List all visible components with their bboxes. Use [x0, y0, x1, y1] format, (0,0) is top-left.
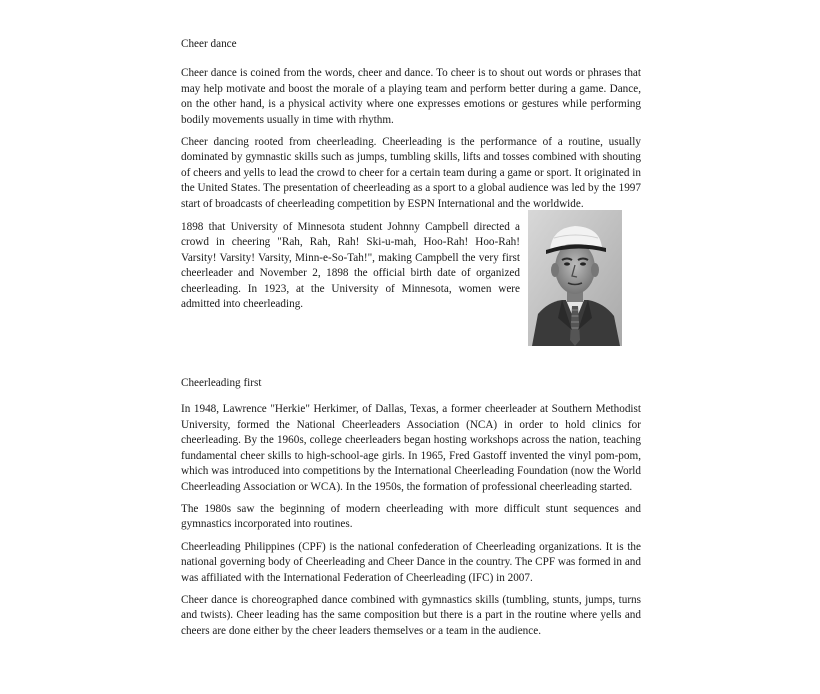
portrait-illustration-icon: [528, 210, 622, 346]
paragraph-cheer-dance-definition: Cheer dance is coined from the words, cheer and dance. To cheer is to shout out words or phrases that may help motivate and boost the morale of a playing team and perform better during a game. Dance, on the other hand, is a physical activity where one expresses emotions or gestures while performing bodily movements usually in time with rhythm.: [181, 67, 641, 126]
section-heading-cheerleading-first: Cheerleading first: [181, 377, 262, 390]
portrait-photo: [528, 210, 622, 346]
paragraph-cheerleading-roots: Cheer dancing rooted from cheerleading. Cheerleading is the performance of a routine, usually dominated by gymnastic skills such as jumps, tumbling skills, lifts and tosses combined with shouting of cheers and yells to lead the crowd to cheer for a certain team during a game or sport. It originated in the United States. The presentation of cheerleading as a sport to a global audience was led by the 1997 start of broadcasts of cheerleading competition by ESPN International and the worldwide.: [181, 136, 641, 210]
paragraph-johnny-campbell: 1898 that University of Minnesota student Johnny Campbell directed a crowd in cheering "Rah, Rah, Rah! Ski-u-mah, Hoo-Rah! Hoo-Rah! Varsity! Varsity! Varsity, Minn-e-So-Tah!", making Campbell the very first cheerleader and November 2, 1898 the official birth date of organized cheerleading. In 1923, at the University of Minnesota, women were admitted into cheerleading.: [181, 221, 520, 311]
paragraph-cheer-dance-choreography: Cheer dance is choreographed dance combined with gymnastics skills (tumbling, stunts, jumps, turns and twists). Cheer leading has the same composition but there is a part in the routine where yells and cheers are done either by the cheer leaders themselves or a team in the audience.: [181, 593, 641, 637]
paragraph-herkimer-nca: In 1948, Lawrence "Herkie" Herkimer, of Dallas, Texas, a former cheerleader at Southern Methodist University, formed the National Cheerleaders Association (NCA) in order to hold clinics for cheerleading. By the 1960s, college cheerleaders began hosting workshops across the nation, teaching fundamental cheer skills to high-school-age girls. In 1965, Fred Gastoff invented the vinyl pom-pom, which was introduced into competitions by the International Cheerleading Foundation (now the World Cheerleading Association or WCA). In the 1950s, the formation of professional cheerleading started.: [181, 403, 641, 493]
paragraph-1980s: The 1980s saw the beginning of modern cheerleading with more difficult stunt sequences and gymnastics incorporated into routines.: [181, 502, 641, 531]
photo-paragraph-block: [181, 220, 641, 356]
section-heading-cheer-dance: Cheer dance: [181, 38, 237, 50]
paragraph-cpf: Cheerleading Philippines (CPF) is the national confederation of Cheerleading organizations. It is the national governing body of Cheerleading and Cheer Dance in the country. The CPF was formed in and was affiliated with the International Federation of Cheerleading (IFC) in 2007.: [181, 540, 641, 584]
document-page: [181, 37, 641, 646]
